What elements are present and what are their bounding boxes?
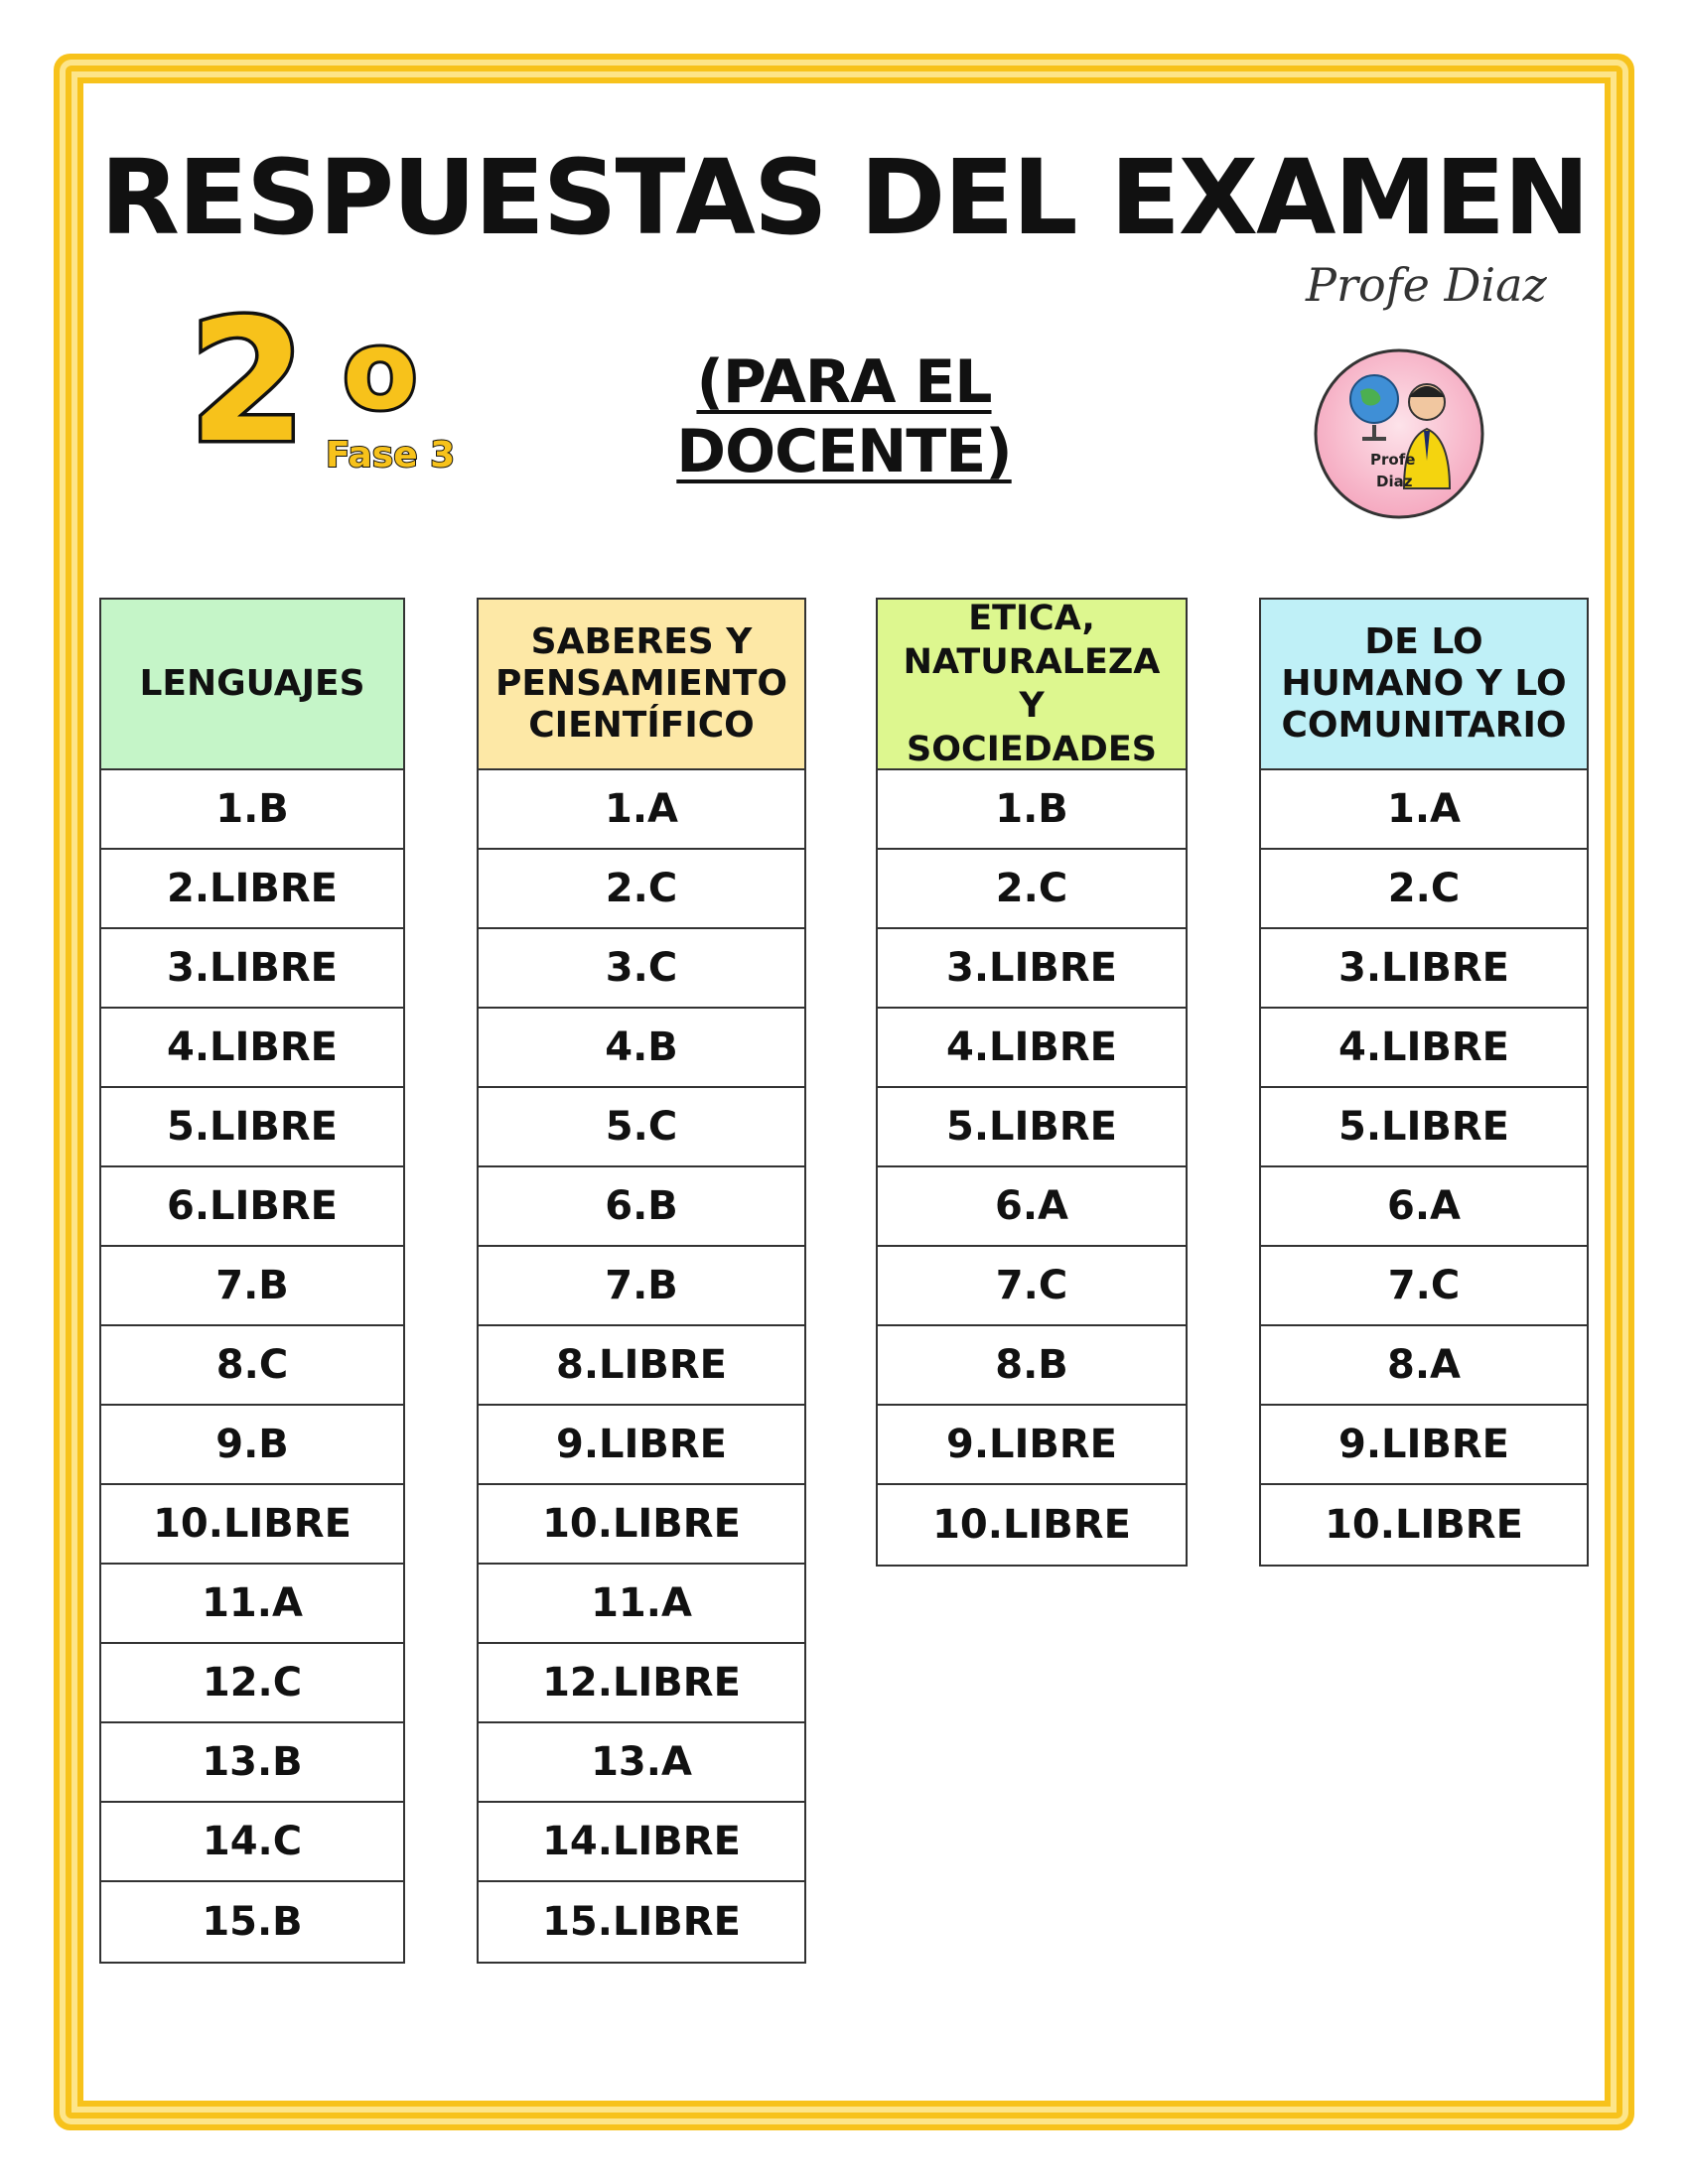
column-header: SABERES Y PENSAMIENTO CIENTÍFICO [479,600,804,770]
answer-cell: 6.B [479,1167,804,1247]
answer-cell: 5.LIBRE [878,1088,1186,1167]
answer-cell: 2.C [479,850,804,929]
column-header: DE LO HUMANO Y LO COMUNITARIO [1261,600,1587,770]
answer-cell: 7.B [101,1247,403,1326]
page-title: RESPUESTAS DEL EXAMEN [99,137,1589,258]
answer-cell: 11.A [101,1565,403,1644]
answer-cell: 15.LIBRE [542,1899,741,1945]
answer-cell: 1.A [1261,770,1587,850]
answer-cell: 9.LIBRE [878,1406,1186,1485]
answer-cell: 9.LIBRE [1261,1406,1587,1485]
profe-diaz-logo [1313,347,1485,520]
answer-cell: 3.LIBRE [878,929,1186,1009]
answer-cell: 14.C [101,1803,403,1882]
grade-badge [189,284,467,496]
answer-cell: 8.LIBRE [479,1326,804,1406]
answer-cell: 4.LIBRE [101,1009,403,1088]
answer-cell: 5.C [479,1088,804,1167]
answer-cell: 9.B [101,1406,403,1485]
answer-cell: 15.B [202,1899,303,1945]
answer-cell: 6.A [878,1167,1186,1247]
answer-cell: 8.C [101,1326,403,1406]
answer-cell: 2.LIBRE [101,850,403,929]
answer-cell: 8.B [878,1326,1186,1406]
answer-cell: 14.LIBRE [479,1803,804,1882]
answer-cell: 2.C [1261,850,1587,929]
answer-cell: 10.LIBRE [932,1502,1131,1548]
answer-cell: 12.C [101,1644,403,1723]
answer-cell: 13.A [479,1723,804,1803]
answer-cell: 6.LIBRE [101,1167,403,1247]
answer-cell: 12.LIBRE [479,1644,804,1723]
grade-number: 2 [189,284,307,480]
answer-cell: 1.A [479,770,804,850]
answer-cell: 4.LIBRE [1261,1009,1587,1088]
answer-cell: 5.LIBRE [101,1088,403,1167]
answer-cell: 7.C [878,1247,1186,1326]
column-saberes [477,598,806,1964]
grade-phase: Fase 3 [326,435,456,476]
answer-cell: 7.B [479,1247,804,1326]
logo-text-line1: Profe [1370,451,1416,469]
column-header: LENGUAJES [101,600,403,770]
answer-cell: 4.LIBRE [878,1009,1186,1088]
column-humano [1259,598,1589,1567]
answer-cell: 10.LIBRE [101,1485,403,1565]
answer-cell: 11.A [479,1565,804,1644]
column-lenguajes [99,598,405,1964]
grade-degree-symbol: o [343,307,418,434]
logo-text-line2: Diaz [1376,473,1413,490]
answer-cell: 10.LIBRE [479,1485,804,1565]
answer-cell: 5.LIBRE [1261,1088,1587,1167]
answer-cell: 2.C [878,850,1186,929]
answer-cell: 7.C [1261,1247,1587,1326]
answer-cell: 13.B [101,1723,403,1803]
answer-cell: 8.A [1261,1326,1587,1406]
answer-cell: 6.A [1261,1167,1587,1247]
author-signature: Profe Diaz [1306,258,1547,312]
answer-cell: 3.C [479,929,804,1009]
answer-cell: 10.LIBRE [1325,1502,1523,1548]
answer-cell: 3.LIBRE [101,929,403,1009]
answer-cell: 1.B [101,770,403,850]
answer-cell: 1.B [878,770,1186,850]
answer-cell: 4.B [479,1009,804,1088]
column-etica [876,598,1188,1567]
page-subtitle: (PARA EL DOCENTE) [676,347,1012,486]
answer-cell: 3.LIBRE [1261,929,1587,1009]
answer-cell: 9.LIBRE [479,1406,804,1485]
column-header: ETICA, NATURALEZA Y SOCIEDADES [878,600,1186,770]
